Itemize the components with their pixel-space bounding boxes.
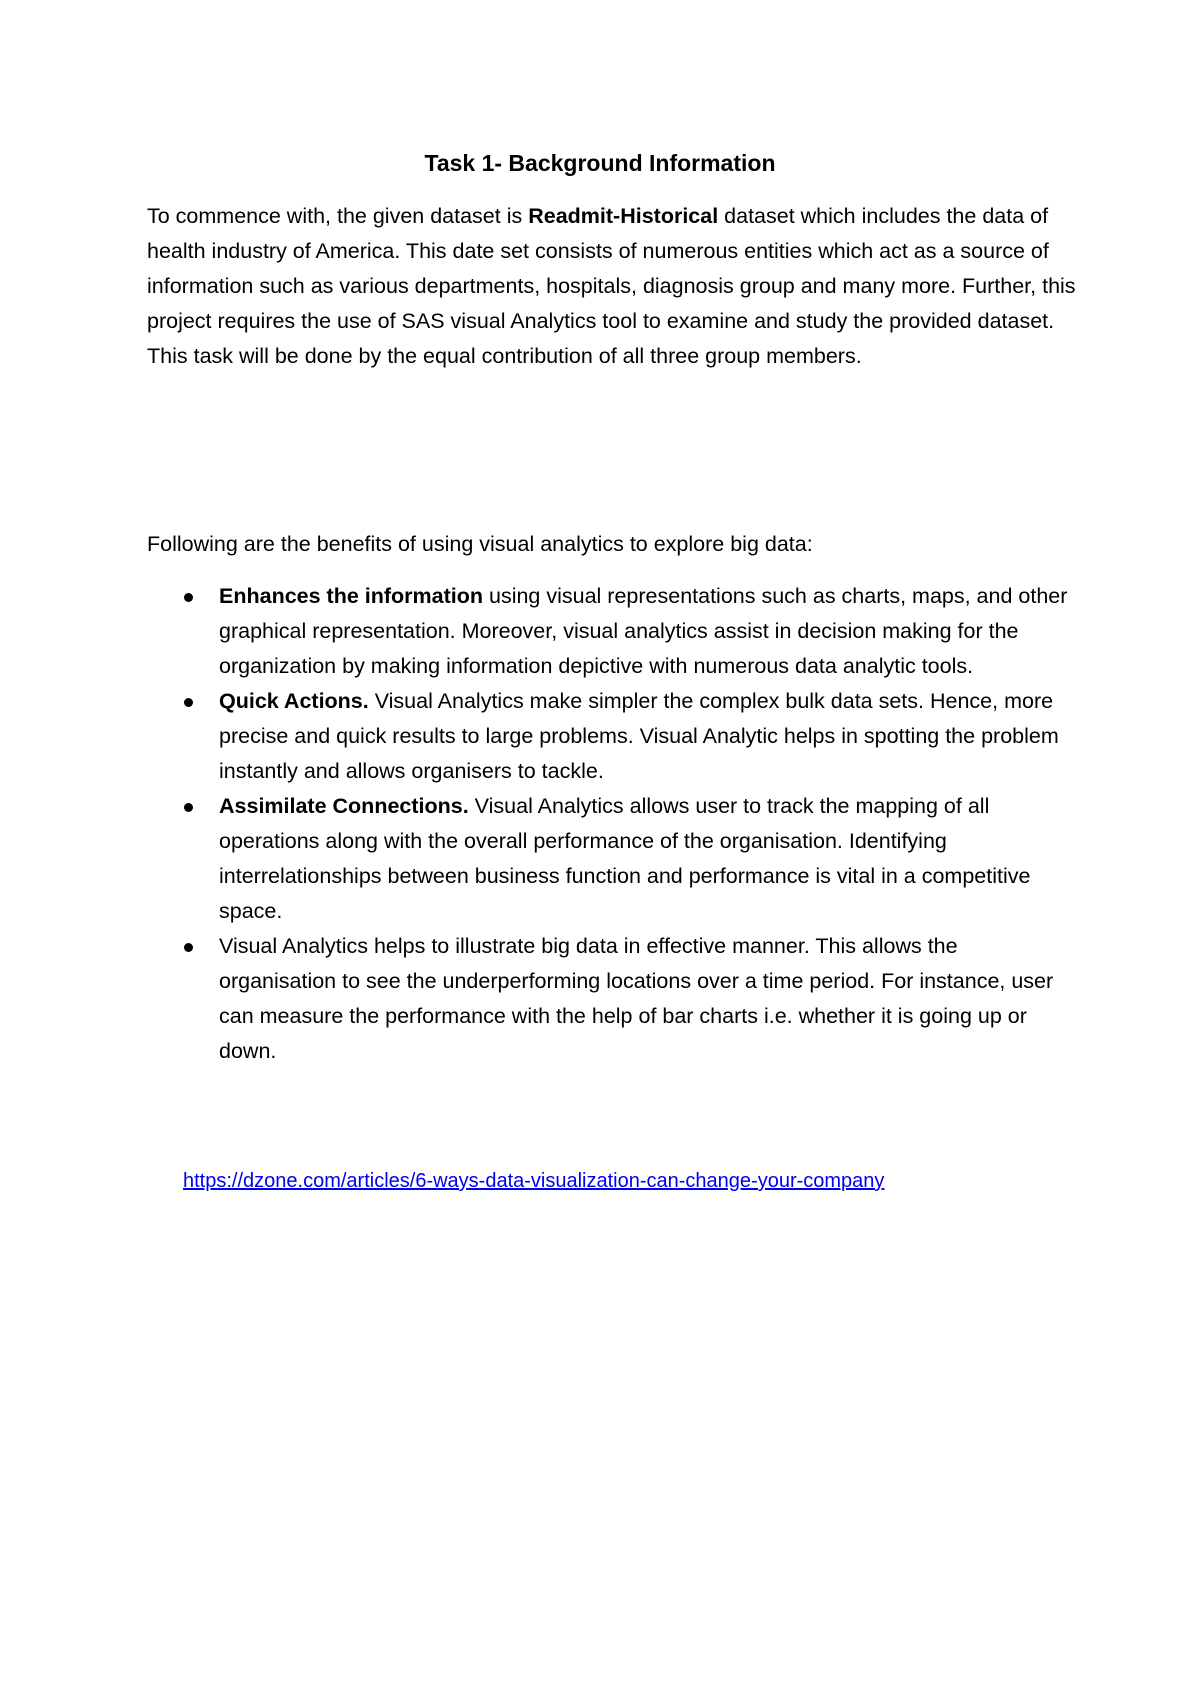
bullet-icon bbox=[184, 803, 193, 812]
intro-text-end: dataset which includes the data of health industry of America. This date set consists of numerous entities which act as a source of information such as various departments, hospitals, diagnosis group and many more. Further, this project requires the use of SAS visual Analytics tool to examine and study the provided dataset. This task will be done by the equal contribution of all three group members. bbox=[147, 204, 1076, 368]
bullet-icon bbox=[184, 593, 193, 602]
reference-paragraph bbox=[183, 1166, 884, 1196]
page-title: Task 1- Background Information bbox=[424, 150, 776, 176]
bullet-icon bbox=[184, 698, 193, 707]
benefit-text: Visual Analytics make simpler the complex bulk data sets. Hence, more precise and quick results to large problems. Visual Analytic helps in spotting the problem instantly and allows organisers to tackle. bbox=[219, 689, 1059, 783]
reference-link[interactable]: https://dzone.com/articles/6-ways-data-visualization-can-change-your-company bbox=[183, 1170, 885, 1192]
benefit-heading: Enhances the information bbox=[219, 584, 484, 608]
benefit-text: Visual Analytics allows user to track the mapping of all operations along with the overall performance of the organisation. Identifying interrelationships between business function and performance is vital in a competitive space. bbox=[219, 794, 1031, 923]
list-item bbox=[147, 789, 1077, 929]
list-item bbox=[147, 684, 1077, 789]
benefits-list bbox=[147, 579, 1077, 1069]
dataset-name: Readmit-Historical bbox=[528, 204, 719, 228]
benefits-lead: Following are the benefits of using visual analytics to explore big data: bbox=[147, 532, 813, 556]
benefit-heading: Assimilate Connections. bbox=[219, 794, 469, 818]
bullet-icon bbox=[184, 943, 193, 952]
list-item bbox=[147, 579, 1077, 684]
list-item bbox=[147, 929, 1077, 1069]
intro-text-start: To commence with, the given dataset is bbox=[147, 204, 529, 228]
intro-paragraph bbox=[147, 199, 1077, 374]
benefit-text: Visual Analytics helps to illustrate big data in effective manner. This allows the organisation to see the underperforming locations over a time period. For instance, user can measure the performance with the help of bar charts i.e. whether it is going up or down. bbox=[219, 934, 1054, 1063]
benefit-text: using visual representations such as charts, maps, and other graphical representation. Moreover, visual analytics assist in decision making for the organization by making information depictive with numerous data analytic tools. bbox=[219, 584, 1068, 678]
benefit-heading: Quick Actions. bbox=[219, 689, 369, 713]
